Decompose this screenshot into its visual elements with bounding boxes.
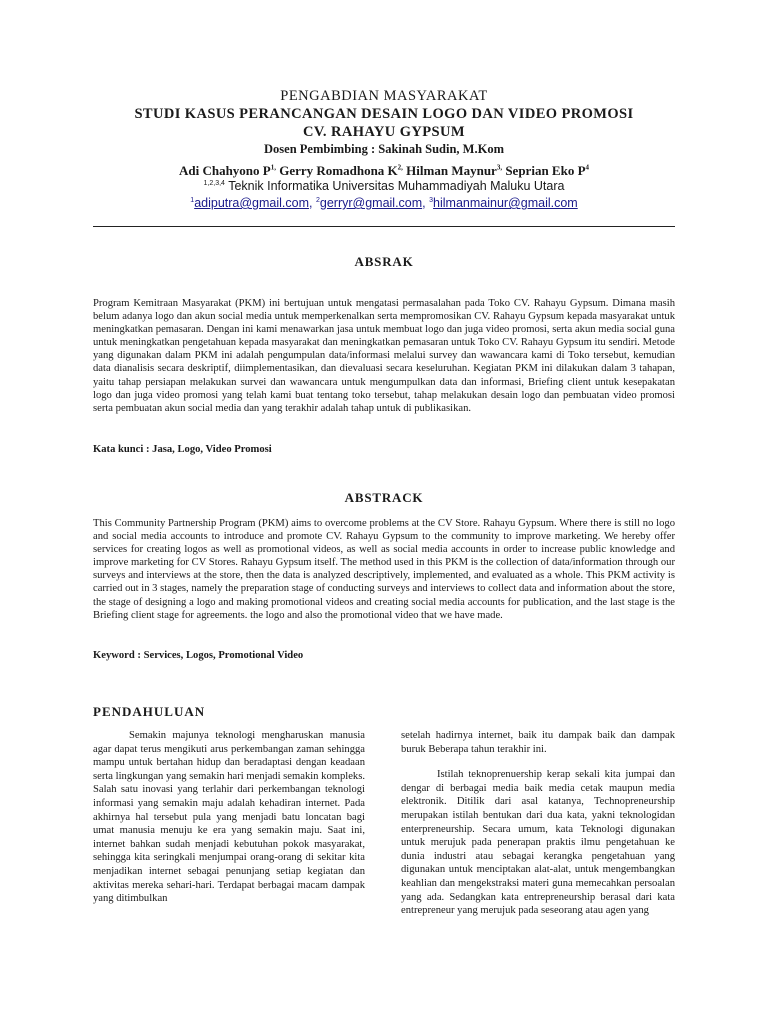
email-separator: , xyxy=(422,196,430,210)
abstrak-heading: ABSRAK xyxy=(354,254,414,269)
email-link[interactable]: hilmanmainur@gmail.com xyxy=(433,196,578,210)
email-list xyxy=(0,196,768,210)
author-name: Seprian Eko P xyxy=(502,163,586,178)
abstract-keywords: Keyword : Services, Logos, Promotional Video xyxy=(93,650,304,661)
paragraph: Istilah teknoprenuership kerap sekali kita jumpai dan dengar di berbagai media baik media cetak maupun media elektronik. Ditilik dari asal katanya, Technopreneurship merupakan istilah bentukan dari dua kata, yakni teknologidan enterpreneurship. Secara umum, kata Teknologi digunakan untuk merujuk pada penerapan praktis ilmu pengetahuan ke dunia industri atau sebagai kerangka pengetahuan yang digunakan untuk menciptakan alat-alat, untuk mengembangkan keahlian dan mengekstraksi materi guna memecahkan persoalan yang ada. Sedangkan kata entrepreneurship berasal dari kata entrepreneur yang merujuk pada seseorang atau agen yang xyxy=(401,769,675,917)
email-link[interactable]: gerryr@gmail.com xyxy=(319,196,423,210)
header-divider xyxy=(93,226,675,227)
author-name: Hilman Maynur xyxy=(402,163,497,178)
author-index: 2, xyxy=(397,163,403,172)
column-right xyxy=(401,729,675,918)
email-index: 3 xyxy=(429,196,434,204)
email-index: 2 xyxy=(315,196,320,204)
paper-category: PENGABDIAN MASYARAKAT xyxy=(280,88,488,104)
affiliation xyxy=(0,179,768,193)
supervisor-line: Dosen Pembimbing : Sakinah Sudin, M.Kom xyxy=(264,142,504,156)
author-index: 1, xyxy=(270,163,276,172)
paper-title: STUDI KASUS PERANCANGAN DESAIN LOGO DAN VIDEO PROMOSI xyxy=(134,106,634,122)
column-left xyxy=(93,729,365,906)
email-separator: , xyxy=(309,196,316,210)
paper-title-subject: CV. RAHAYU GYPSUM xyxy=(303,124,465,140)
affiliation-text: Teknik Informatika Universitas Muhammadiyah Maluku Utara xyxy=(224,179,565,193)
author-index: 3, xyxy=(496,163,503,172)
author-name: Gerry Romadhona K xyxy=(275,163,398,178)
email-link[interactable]: adiputra@gmail.com xyxy=(194,196,310,210)
affiliation-index: 1,2,3,4 xyxy=(203,179,225,187)
section-heading-pendahuluan: PENDAHULUAN xyxy=(93,704,206,719)
email-index: 1 xyxy=(190,196,195,204)
author-index: 4 xyxy=(585,163,590,172)
paragraph: setelah hadirnya internet, baik itu dampak baik dan dampak buruk Beberapa tahun terakhir ini. xyxy=(401,730,675,755)
abstrak-keywords: Kata kunci : Jasa, Logo, Video Promosi xyxy=(93,444,272,455)
abstrak-body: Program Kemitraan Masyarakat (PKM) ini bertujuan untuk mengatasi permasalahan pada Toko CV. Rahayu Gypsum. Dimana masih belum adanya logo dan akun social media untuk memperkenalkan serta mempromosikan CV. Rahayu Gypsum kepada masyarakat untuk meningkatkan pemasaran. Dengan ini kami menawarkan jasa untuk membuat logo dan juga video promosi, serta akun media social guna untuk meningkatkan pengetahuan kepada masyarakat dan meningkatkan pemasaran untuk Toko CV. Rahayu Gypsum itu sendiri. Metode yang digunakan dalam PKM ini adalah pengumpulan data/informasi melalui survey dan wawancara kami di Toko tersebut, kemudian data dianalisis secara deskriptif, diimplementasikan, dan dievaluasi secara keseluruhan. Kegiatan PKM ini dilakukan dalam 3 tahapan, yaitu tahap persiapan melakukan survei dan wawancara untuk mengumpulkan data dan informasi, Briefing client untuk kesepakatan logo dan juga video promosi yang telah kami buat tentang toko tersebut, tahap melakukan desain logo dan pembuatan video promosi serta pembuatan akun social media dan yang terakhir adalah tahap untuk di publikasikan. xyxy=(93,298,675,414)
paragraph: Semakin majunya teknologi mengharuskan manusia agar dapat terus mengikuti arus perkembangan zaman sehingga mampu untuk bertahan hidup dan beradaptasi dengan keadaan serta lingkungan yang semakin hari menjadi semakin kompleks. Salah satu inovasi yang terlahir dari perkembangan teknologi informasi yang semakin maju adalah kehadiran internet. Pada akhirnya hal tersebut pula yang menjadi batu loncatan bagi umat manusia menuju ke era yang semakin maju. Saat ini, internet bahkan sudah menjadi kebutuhan pokok masyarakat, sehingga kita seringkali menjumpai orang-orang di sekitar kita menjadikan internet sebagai penunjang setiap kegiatan dan aktivitas mereka sehari-hari. Terdapat berbagai macam dampak yang ditimbulkan xyxy=(93,730,365,905)
author-list xyxy=(0,163,768,179)
abstract-body: This Community Partnership Program (PKM) aims to overcome problems at the CV Store. Rahayu Gypsum. Where there is still no logo and social media accounts to introduce and promote CV. Rahayu Gypsum to the community to improve marketing. We hereby offer services for creating logos as well as promotional videos, as well as social media accounts in order to increase public knowledge and improve marketing for CV Stores. Rahayu Gypsum itself. The method used in this PKM is the collection of data/information through our surveys and interviews at the store, then the data is analyzed descriptively, implemented, and evaluated as a whole. This PKM activity is carried out in 3 stages, namely the preparation stage of conducting surveys and interviews to collect data and information about the store, the stage of designing a logo and making promotional videos and creating social media accounts for publication, and the last stage is the Briefing client stage for agreements. the logo and also the promotional video that we have made. xyxy=(93,518,675,621)
author-name: Adi Chahyono P xyxy=(178,163,271,178)
abstract-heading: ABSTRACK xyxy=(344,490,424,505)
